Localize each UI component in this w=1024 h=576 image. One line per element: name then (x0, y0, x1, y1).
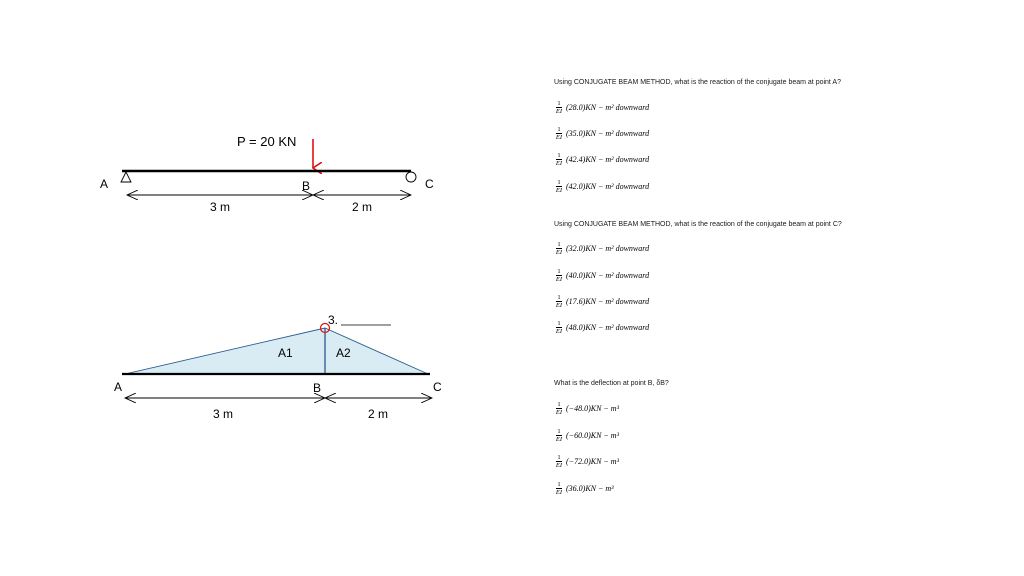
question-panel (554, 0, 1014, 576)
question-1-prompt: Using CONJUGATE BEAM METHOD, what is the reaction of the conjugate beam at point A? (554, 79, 841, 86)
answer-option[interactable] (554, 289, 649, 313)
answer-option[interactable] (554, 449, 619, 473)
option-expression: (40.0)KN − m² downward (566, 270, 650, 280)
area-label-a1: A1 (278, 346, 293, 360)
beam-point-c: C (425, 177, 434, 191)
fraction: $\frac{1}{EI}$ (555, 267, 563, 283)
fraction: $\frac{1}{EI}$ (555, 99, 563, 115)
answer-option[interactable] (554, 121, 649, 145)
option-expression: (48.0)KN − m² downward (566, 322, 650, 332)
fraction: $\frac{1}{EI}$ (555, 178, 563, 194)
beam-point-a: A (100, 177, 109, 191)
fraction: $\frac{1}{EI}$ (555, 427, 563, 443)
beam-span-ab: 3 m (210, 200, 231, 214)
option-expression: (−60.0)KN − m³ (566, 430, 619, 440)
fraction: $\frac{1}{EI}$ (555, 293, 563, 309)
question-2-prompt: Using CONJUGATE BEAM METHOD, what is the reaction of the conjugate beam at point C? (554, 221, 842, 228)
conjugate-point-b: B (313, 381, 322, 395)
option-expression: (−72.0)KN − m³ (566, 456, 619, 466)
fraction: $\frac{1}{EI}$ (555, 151, 563, 167)
option-expression: (42.0)KN − m² downward (566, 181, 650, 191)
roller-support-c (406, 172, 416, 182)
fraction: $\frac{1}{EI}$ (555, 480, 563, 496)
fraction: $\frac{1}{EI}$ (555, 453, 563, 469)
fraction: $\frac{1}{EI}$ (555, 400, 563, 416)
beam-point-b: B (302, 179, 311, 193)
peak-value-label: 3. (328, 313, 339, 327)
answer-option[interactable] (554, 476, 614, 500)
conjugate-point-c: C (433, 380, 442, 394)
fraction: $\frac{1}{EI}$ (555, 319, 563, 335)
option-expression: (35.0)KN − m² downward (566, 128, 650, 138)
load-label: P = 20 KN (237, 134, 297, 149)
pin-support-a (121, 172, 131, 182)
answer-option[interactable] (554, 315, 649, 339)
answer-option[interactable] (554, 263, 649, 287)
answer-option[interactable] (554, 174, 649, 198)
option-expression: (36.0)KN − m³ (566, 483, 614, 493)
answer-option[interactable] (554, 423, 619, 447)
option-expression: (17.6)KN − m² downward (566, 296, 650, 306)
moment-diagram-area (125, 328, 428, 374)
answer-option[interactable] (554, 396, 619, 420)
answer-option[interactable] (554, 236, 649, 260)
option-expression: (42.4)KN − m² downward (566, 154, 650, 164)
conjugate-point-a: A (114, 380, 123, 394)
answer-option[interactable] (554, 95, 649, 119)
conjugate-span-bc: 2 m (368, 407, 389, 421)
question-3-prompt: What is the deflection at point B, δB? (554, 380, 669, 387)
option-expression: (32.0)KN − m² downward (566, 243, 650, 253)
area-label-a2: A2 (336, 346, 351, 360)
option-expression: (28.0)KN − m² downward (566, 102, 650, 112)
beam-span-bc: 2 m (352, 200, 373, 214)
conjugate-span-ab: 3 m (213, 407, 234, 421)
fraction: $\frac{1}{EI}$ (555, 240, 563, 256)
answer-option[interactable] (554, 147, 649, 171)
fraction: $\frac{1}{EI}$ (555, 125, 563, 141)
option-expression: (−48.0)KN − m³ (566, 403, 619, 413)
